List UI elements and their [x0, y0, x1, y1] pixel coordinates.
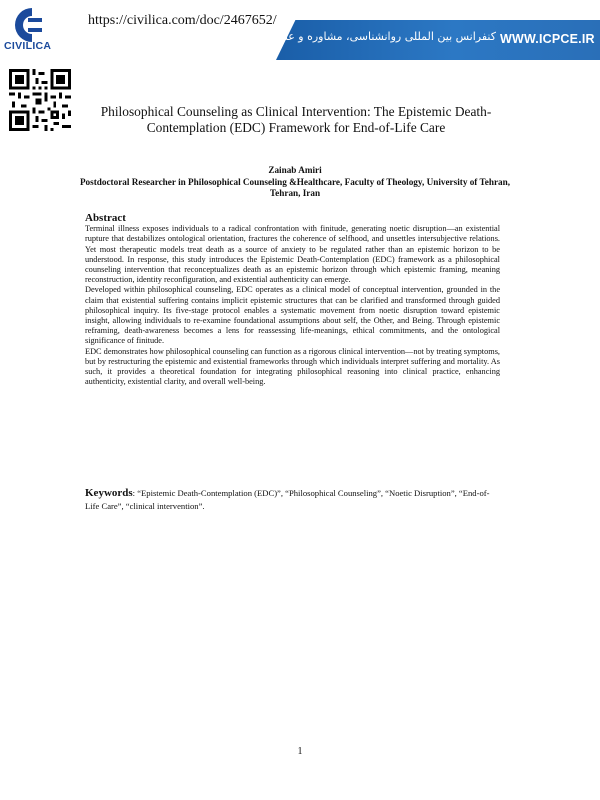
abstract-heading: Abstract: [85, 212, 126, 224]
abstract-paragraph-3: EDC demonstrates how philosophical counseling can function as a rigorous clinical intervention—not by treating symptoms, but by restructuring the epistemic and existential frameworks through which individuals interpret suffering and mortality. As such, it provides a theoretical foundation for integrating philosophical reasoning into clinical practice, enhancing authenticity, existential clarity, and overall well-being.: [85, 346, 500, 387]
keywords-label: Keywords: [85, 487, 133, 499]
keywords-section: [85, 487, 500, 512]
banner-persian-title: کنفرانس بین المللی روانشناسی، مشاوره و علوم تربیتی: [240, 30, 496, 43]
qr-code-icon: [9, 69, 71, 131]
abstract-paragraph-2: Developed within philosophical counseling, EDC operates as a clinical model of conceptual intervention, grounded in the claim that existential suffering contains implicit epistemic structures that can be clarified and transformed through guided philosophical inquiry. Its five-stage protocol enables a systematic movement from noetic disruption toward epistemic insight, allowing individuals to re-examine foundational assumptions about self, the Other, and Being. Through epistemic reframing, death-awareness becomes a lens for reassessing life-meanings, ethical commitments, and the ontological significance of finitude.: [85, 285, 500, 346]
author-block: [70, 165, 520, 200]
abstract-paragraph-1: Terminal illness exposes individuals to a radical confrontation with finitude, generating noetic disruption—an existential rupture that destabilizes ontological orientation, fractures the coherence of selfhood, and unsettles intersubjective relations. Yet most therapeutic models treat death as a source of anxiety to be regulated rather than an epistemic horizon to be understood. In response, this study introduces the Epistemic Death-Contemplation (EDC) framework as a philosophical counseling intervention that reconceptualizes death as an epistemic horizon through which epistemic framing, meaning reconstruction, identity reconfiguration, and existential authenticity can emerge.: [85, 224, 500, 285]
document-url[interactable]: https://civilica.com/doc/2467652/: [88, 13, 277, 28]
abstract-section: [85, 213, 500, 387]
keywords-text: : “Epistemic Death-Contemplation (EDC)”, “Philosophical Counseling”, “Noetic Disruption”, “End-of-Life Care”, “clinical intervention”.: [85, 488, 490, 511]
author-affiliation: Postdoctoral Researcher in Philosophical Counseling &Healthcare, Faculty of Theology, University of Tehran, Tehran, Iran: [79, 176, 511, 198]
logo-text: CIVILICA: [4, 40, 52, 52]
paper-title: Philosophical Counseling as Clinical Intervention: The Epistemic Death-Contemplation (EDC) Framework for End-of-Life Care: [100, 104, 492, 135]
banner-website[interactable]: WWW.ICPCE.IR: [500, 32, 595, 46]
author-name: Zainab Amiri: [268, 165, 322, 175]
page-number: 1: [297, 746, 303, 757]
